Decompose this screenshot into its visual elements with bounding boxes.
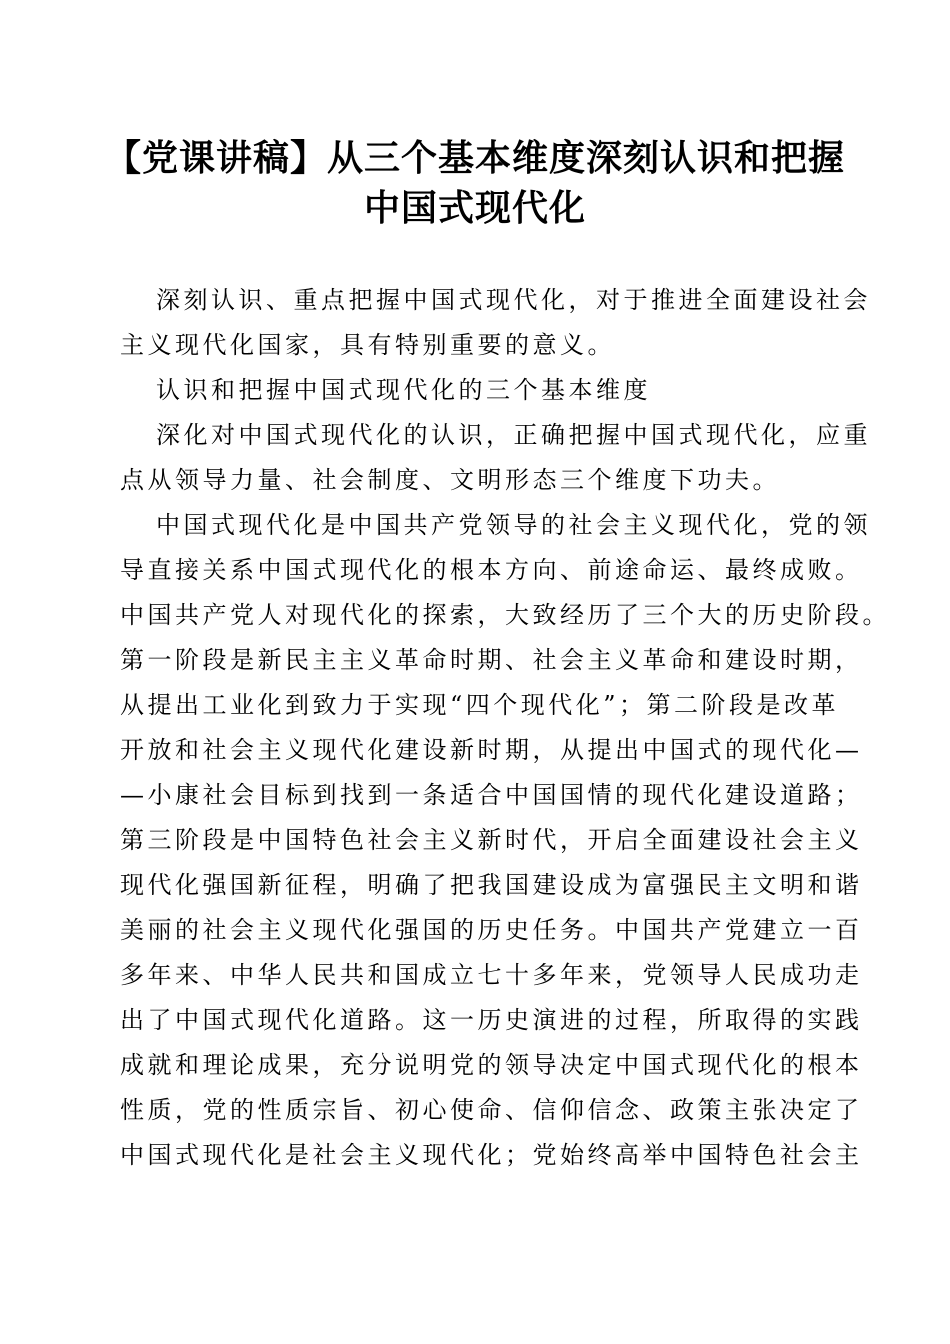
document-body xyxy=(120,278,890,1178)
paragraph-dimensions xyxy=(120,413,871,503)
text-line: 点从领导力量、社会制度、文明形态三个维度下功夫。 xyxy=(120,466,780,494)
text-line: 现代化强国新征程，明确了把我国建设成为富强民主文明和谐 xyxy=(120,871,863,899)
text-line: 从提出工业化到致力于实现“四个现代化”；第二阶段是改革 xyxy=(120,691,840,719)
text-line: 中国式现代化是中国共产党领导的社会主义现代化，党的领 xyxy=(156,511,871,539)
text-line: —小康社会目标到找到一条适合中国国情的现代化建设道路； xyxy=(120,781,863,809)
text-line: 美丽的社会主义现代化强国的历史任务。中国共产党建立一百 xyxy=(120,916,863,944)
title-line: 【党课讲稿】从三个基本维度深刻认识和把握 xyxy=(104,138,845,179)
paragraph-subheading xyxy=(120,368,840,413)
text-line: 中国式现代化是社会主义现代化；党始终高举中国特色社会主 xyxy=(120,1141,863,1169)
text-line: 认识和把握中国式现代化的三个基本维度 xyxy=(156,376,651,404)
text-line: 深刻认识、重点把握中国式现代化，对于推进全面建设社会 xyxy=(156,286,871,314)
paragraph-leadership xyxy=(120,503,890,1178)
text-line: 出了中国式现代化道路。这一历史演进的过程，所取得的实践 xyxy=(120,1006,863,1034)
paragraph-intro xyxy=(120,278,871,368)
text-line: 第三阶段是中国特色社会主义新时代，开启全面建设社会主义 xyxy=(120,826,863,854)
text-line: 中国共产党人对现代化的探索，大致经历了三个大的历史阶段。 xyxy=(120,601,890,629)
document-title xyxy=(100,134,850,234)
text-line: 性质，党的性质宗旨、初心使命、信仰信念、政策主张决定了 xyxy=(120,1096,863,1124)
text-line: 成就和理论成果，充分说明党的领导决定中国式现代化的根本 xyxy=(120,1051,863,1079)
text-line: 导直接关系中国式现代化的根本方向、前途命运、最终成败。 xyxy=(120,556,863,584)
text-line: 主义现代化国家，具有特别重要的意义。 xyxy=(120,331,615,359)
title-line: 中国式现代化 xyxy=(363,188,586,229)
text-line: 开放和社会主义现代化建设新时期，从提出中国式的现代化— xyxy=(120,736,863,764)
text-line: 多年来、中华人民共和国成立七十多年来，党领导人民成功走 xyxy=(120,961,863,989)
text-line: 深化对中国式现代化的认识，正确把握中国式现代化，应重 xyxy=(156,421,871,449)
text-line: 第一阶段是新民主主义革命时期、社会主义革命和建设时期， xyxy=(120,646,863,674)
